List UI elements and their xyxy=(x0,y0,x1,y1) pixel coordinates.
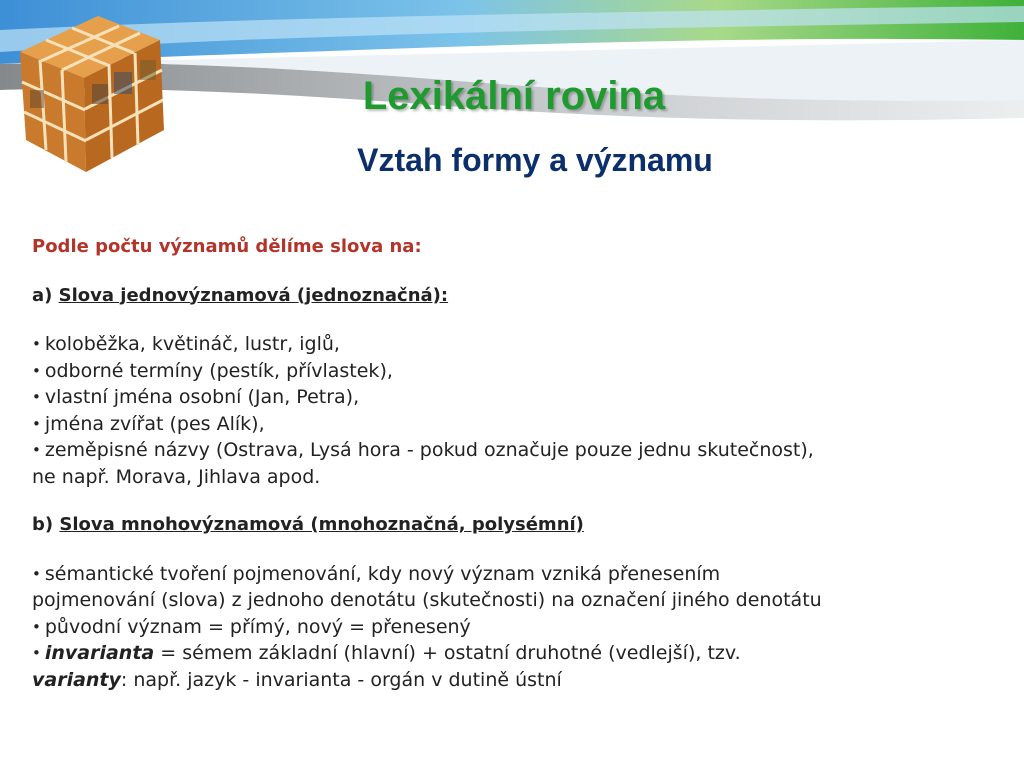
list-item xyxy=(32,384,972,411)
list-item-text: koloběžka, květináč, lustr, iglů, xyxy=(44,333,340,355)
section-a-title: Slova jednovýznamová (jednoznačná): xyxy=(58,284,449,306)
bullet-icon: • xyxy=(32,617,41,636)
bullet-icon: • xyxy=(32,388,41,406)
section-a-heading xyxy=(32,283,972,310)
list-item-continuation: pojmenování (slova) z jednoho denotátu (skutečnosti) na označení jiného denotátu xyxy=(32,589,822,611)
list-item-text: jména zvířat (pes Alík), xyxy=(44,412,265,435)
section-a-marker: a) xyxy=(32,284,53,306)
list-item-text: zeměpisné názvy (Ostrava, Lysá hora - pokud označuje pouze jednu skutečnost), xyxy=(44,439,814,461)
list-item-continuation xyxy=(32,667,972,694)
bullet-icon: • xyxy=(32,564,41,583)
bullet-icon: • xyxy=(32,644,41,662)
slide-content xyxy=(32,234,972,715)
rubik-cube-icon xyxy=(0,0,180,180)
bullet-icon: • xyxy=(32,441,41,459)
list-item xyxy=(32,411,972,438)
header-banner xyxy=(0,0,1024,190)
page-title: Lexikální rovina xyxy=(362,74,666,118)
list-item xyxy=(32,358,972,385)
list-item-text: odborné termíny (pestík, přívlastek), xyxy=(44,359,393,382)
list-item xyxy=(32,437,972,464)
list-item-text: = sémem základní (hlavní) + ostatní druhotné (vedlejší), tzv. xyxy=(154,642,741,664)
bullet-icon: • xyxy=(32,361,41,380)
section-b-list xyxy=(32,561,972,694)
section-b-title: Slova mnohovýznamová (mnohoznačná, polysémní) xyxy=(59,514,584,535)
page-subtitle: Vztah formy a významu xyxy=(357,142,713,178)
term-invarianta: invarianta xyxy=(44,642,155,664)
bullet-icon: • xyxy=(32,335,41,353)
list-item-text: vlastní jména osobní (Jan, Petra), xyxy=(44,386,360,408)
list-item xyxy=(32,640,972,667)
list-item-continuation: ne např. Morava, Jihlava apod. xyxy=(32,465,321,488)
bullet-icon: • xyxy=(32,414,41,433)
list-item-text: sémantické tvoření pojmenování, kdy nový význam vzniká přenesením xyxy=(44,562,721,585)
list-item xyxy=(32,561,972,588)
intro-text: Podle počtu významů dělíme slova na: xyxy=(32,236,422,257)
list-item-text: : např. jazyk - invarianta - orgán v dutině ústní xyxy=(120,668,562,691)
list-item xyxy=(32,331,972,358)
list-item-text: původní význam = přímý, nový = přenesený xyxy=(44,615,471,638)
term-varianty: varianty xyxy=(32,668,121,691)
section-b-marker: b) xyxy=(32,514,54,535)
list-item xyxy=(32,614,972,641)
section-a-list xyxy=(32,331,972,490)
section-b-heading xyxy=(32,512,972,539)
